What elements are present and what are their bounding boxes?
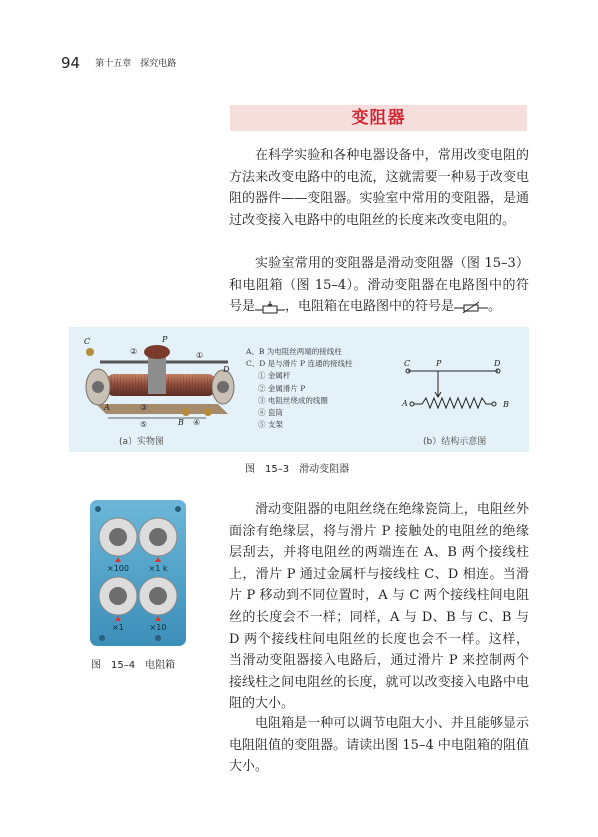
photo-label-d: D bbox=[223, 365, 230, 374]
figure3-subcaption-b: (b）结构示意图 bbox=[423, 437, 487, 447]
photo-label-2: ② bbox=[130, 347, 138, 356]
section-title: 变阻器 bbox=[351, 108, 406, 128]
legend-line: A、B 为电阻丝两端的接线柱 bbox=[246, 347, 342, 356]
resistance-box-dials bbox=[90, 500, 186, 646]
diagram-label-a: A bbox=[402, 399, 408, 408]
paragraph-resistance-box: 电阻箱是一种可以调节电阻大小、并且能够显示电阻阻值的变阻器。请读出图 15–4 中电阻箱的阻值大小。 bbox=[229, 716, 529, 775]
diagram-label-p: P bbox=[436, 359, 442, 368]
figure3-legend bbox=[246, 346, 352, 431]
rheostat-photo bbox=[78, 332, 238, 432]
page-header bbox=[61, 53, 176, 72]
paragraph-sliding-rheostat: 滑动变阻器的电阻丝绕在绝缘瓷筒上，电阻丝外面涂有绝缘层，将与滑片 P 接触处的电阻丝的绝缘层刮去，并将电阻丝的两端连在 A、B 两个接线柱上，滑片 P 通过金属杆与接线柱 C、D 相连。当滑片 P 移动到不同位置时，A 与 C 两个接线柱间电阻丝的长度会不一样；同样，A 与 D、B 与 C、B 与 D 两个接线柱间电阻丝的长度也会不一样。这样，当滑动变阻器接入电路后，通过滑片 P 来控制两个接线柱之间电阻丝的长度，就可以改变接入电路中电阻的大小。 bbox=[229, 502, 529, 712]
photo-label-3: ③ bbox=[140, 403, 148, 412]
section-title-bar bbox=[230, 105, 527, 131]
dial-label-x100: ×100 bbox=[107, 564, 129, 573]
rheostat-structure-diagram bbox=[400, 358, 520, 418]
diagram-label-d: D bbox=[494, 359, 501, 368]
legend-line: ① 金属杆 bbox=[258, 371, 291, 381]
paragraph-types-text-b: ，电阻箱在电路图中的符号是 bbox=[285, 299, 455, 315]
paragraph-intro: 在科学实验和各种电器设备中，常用改变电阻的方法来改变电路中的电流，这就需要一种易于改变电阻的器件——变阻器。实验室中常用的变阻器，是通过改变接入电路中的电阻丝的长度来改变电阻的。 bbox=[229, 148, 529, 228]
photo-label-4: ④ bbox=[193, 418, 201, 427]
photo-label-1: ① bbox=[196, 351, 204, 360]
legend-line: ④ 瓷筒 bbox=[258, 408, 283, 418]
page-number: 94 bbox=[61, 54, 81, 72]
figure3-caption: 图 15–3 滑动变阻器 bbox=[245, 464, 350, 475]
legend-line: ⑤ 支架 bbox=[258, 420, 283, 430]
dial-label-x1k: ×1 k bbox=[148, 564, 168, 573]
dial-label-x10: ×10 bbox=[149, 623, 167, 632]
figure4-caption: 图 15–4 电阻箱 bbox=[91, 660, 176, 671]
photo-label-5: ⑤ bbox=[140, 420, 148, 429]
paragraph-types-text-a: 实验室常用的变阻器是滑动变阻器（图 15–3）和电阻箱（图 15–4）。滑动变阻器在电路图中的符号是 bbox=[229, 256, 529, 315]
diagram-label-c: C bbox=[404, 359, 411, 368]
figure3-subcaption-a: (a）实物图 bbox=[119, 437, 165, 447]
resistance-box-symbol-icon bbox=[454, 300, 488, 314]
legend-line: ③ 电阻丝绕成的线圈 bbox=[258, 395, 328, 405]
photo-label-a: A bbox=[104, 403, 110, 412]
paragraph-types bbox=[229, 253, 529, 318]
dial-label-x1: ×1 bbox=[112, 623, 124, 632]
chapter-title: 第十五章 探究电路 bbox=[95, 59, 177, 69]
photo-label-p: P bbox=[162, 335, 168, 344]
diagram-label-b: B bbox=[503, 400, 509, 409]
rheostat-symbol-icon bbox=[255, 300, 285, 314]
legend-line: ② 金属滑片 P bbox=[258, 383, 306, 393]
legend-line: C、D 是与滑片 P 连通的接线柱 bbox=[246, 359, 353, 369]
paragraph-types-text-c: 。 bbox=[488, 299, 502, 315]
photo-label-b: B bbox=[178, 418, 184, 427]
photo-label-c: C bbox=[84, 337, 91, 346]
